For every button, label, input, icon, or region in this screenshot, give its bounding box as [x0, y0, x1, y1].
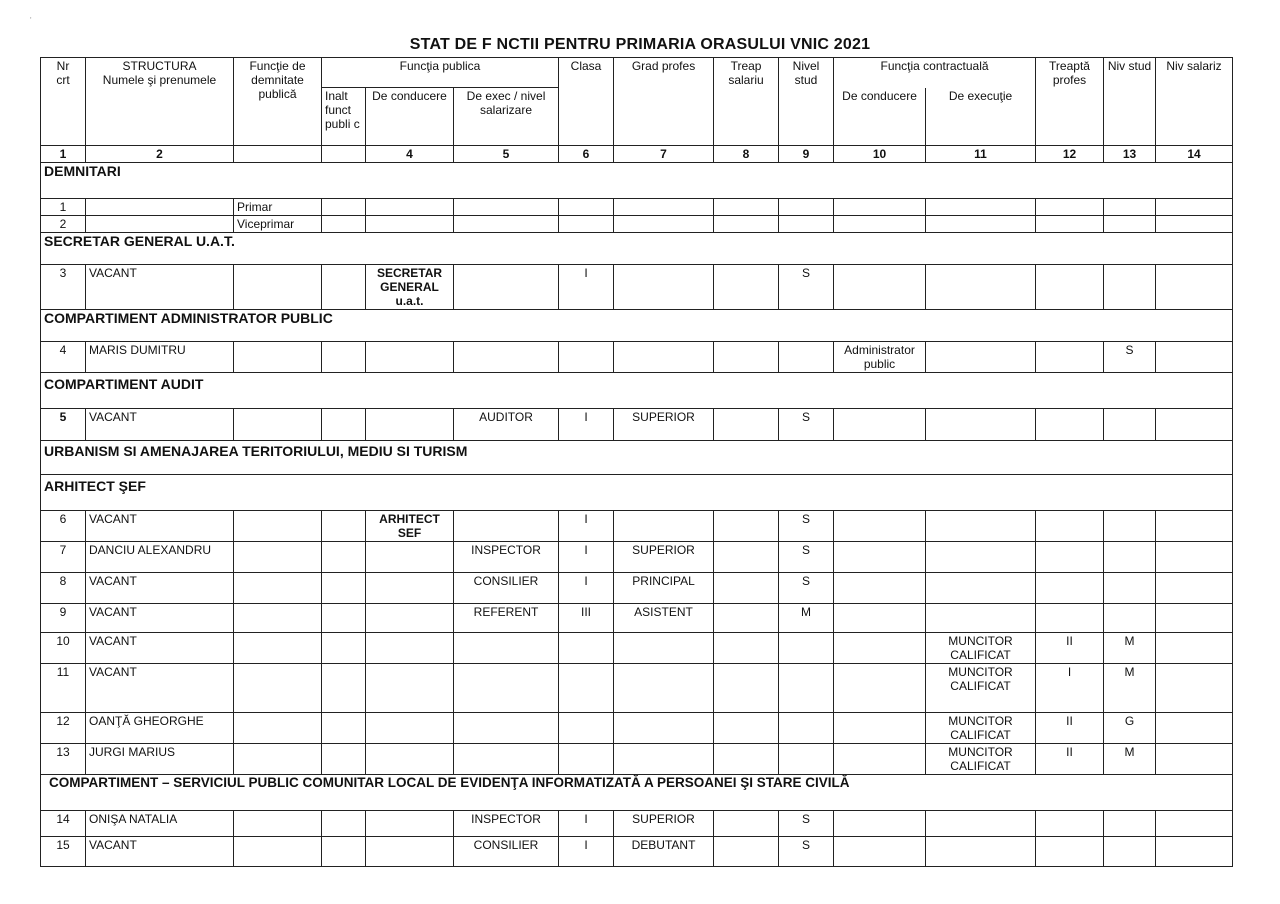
section-evidenta: COMPARTIMENT – SERVICIUL PUBLIC COMUNITAR LOCAL DE EVIDENŢA INFORMATIZATĂ A PERSOANEI ŞI STARE CIVILĂ [41, 775, 1233, 811]
cell-contr-executie: MUNCITOR CALIFICAT [926, 633, 1036, 664]
cell-empty [1156, 811, 1233, 837]
cell-empty [234, 811, 322, 837]
cell-empty [779, 664, 834, 713]
cell-conducere: SECRETAR GENERAL u.a.t. [366, 265, 454, 310]
cell-empty [322, 342, 366, 373]
hdr-functia-contractuala: Funcţia contractuală [834, 58, 1036, 88]
cell-empty [834, 744, 926, 775]
section-arhitect: ARHITECT ŞEF [41, 475, 1233, 511]
col-num: 4 [366, 146, 454, 163]
cell-empty [834, 542, 926, 573]
header-row [41, 58, 1233, 88]
hdr-niv-stud: Niv stud [1104, 58, 1156, 146]
column-numbers-row [41, 146, 1233, 163]
cell-empty [234, 542, 322, 573]
cell-nr: 11 [41, 664, 86, 713]
table-row [41, 633, 1233, 664]
table-row [41, 811, 1233, 837]
table-row [41, 265, 1233, 310]
cell-niv-stud: M [1104, 744, 1156, 775]
cell-nr: 8 [41, 573, 86, 604]
cell-contr-executie: MUNCITOR CALIFICAT [926, 664, 1036, 713]
cell-empty [714, 744, 779, 775]
cell-empty [366, 713, 454, 744]
cell-name: VACANT [86, 511, 234, 542]
col-num: 10 [834, 146, 926, 163]
cell-empty [234, 744, 322, 775]
cell-empty [454, 511, 559, 542]
cell-empty [614, 511, 714, 542]
cell-empty [926, 811, 1036, 837]
cell-empty [322, 199, 366, 216]
cell-empty [234, 664, 322, 713]
section-row [41, 475, 1233, 511]
cell-empty [714, 216, 779, 233]
cell-empty [559, 664, 614, 713]
cell-empty [714, 811, 779, 837]
cell-grad: SUPERIOR [614, 542, 714, 573]
cell-clasa: I [559, 511, 614, 542]
cell-empty [834, 216, 926, 233]
table-row [41, 604, 1233, 633]
cell-empty [1104, 811, 1156, 837]
cell-empty [322, 573, 366, 604]
table-row [41, 216, 1233, 233]
cell-empty [454, 342, 559, 373]
cell-empty [1156, 542, 1233, 573]
cell-empty [834, 604, 926, 633]
cell-empty [366, 542, 454, 573]
cell-name [86, 216, 234, 233]
cell-empty [1104, 837, 1156, 867]
cell-name: OANŢĂ GHEORGHE [86, 713, 234, 744]
hdr-de-exec: De exec / nivel salarizare [454, 88, 559, 146]
cell-empty [1036, 811, 1104, 837]
cell-empty [926, 604, 1036, 633]
cell-empty [714, 633, 779, 664]
hdr-treapta-profes: Treaptă profes [1036, 58, 1104, 146]
cell-stud: S [779, 265, 834, 310]
cell-empty [234, 633, 322, 664]
cell-empty [454, 664, 559, 713]
cell-clasa: III [559, 604, 614, 633]
col-num: 8 [714, 146, 779, 163]
cell-empty [714, 713, 779, 744]
table-row [41, 542, 1233, 573]
cell-stud: S [779, 573, 834, 604]
cell-empty [1156, 199, 1233, 216]
cell-name: VACANT [86, 604, 234, 633]
cell-empty [234, 713, 322, 744]
cell-conducere: ARHITECT SEF [366, 511, 454, 542]
cell-empty [926, 542, 1036, 573]
hdr-de-conducere: De conducere [366, 88, 454, 146]
cell-empty [322, 265, 366, 310]
cell-empty [322, 216, 366, 233]
cell-clasa: I [559, 837, 614, 867]
cell-empty [926, 511, 1036, 542]
cell-empty [366, 342, 454, 373]
cell-empty [454, 199, 559, 216]
cell-name: JURGI MARIUS [86, 744, 234, 775]
cell-empty [559, 633, 614, 664]
cell-stud: S [779, 811, 834, 837]
cell-empty [559, 744, 614, 775]
cell-treapta: I [1036, 664, 1104, 713]
cell-empty [1104, 216, 1156, 233]
cell-empty [559, 216, 614, 233]
cell-empty [834, 573, 926, 604]
cell-executie: REFERENT [454, 604, 559, 633]
cell-empty [614, 633, 714, 664]
cell-nr: 14 [41, 811, 86, 837]
cell-demnitate: Primar [234, 199, 322, 216]
section-administrator: COMPARTIMENT ADMINISTRATOR PUBLIC [41, 310, 1233, 342]
cell-empty [234, 342, 322, 373]
cell-empty [234, 573, 322, 604]
table-row [41, 199, 1233, 216]
cell-empty [1156, 511, 1233, 542]
cell-empty [926, 216, 1036, 233]
cell-grad: SUPERIOR [614, 409, 714, 441]
cell-empty [1036, 604, 1104, 633]
cell-empty [1156, 744, 1233, 775]
hdr-nr [41, 58, 86, 146]
section-secretar: SECRETAR GENERAL U.A.T. [41, 233, 1233, 265]
cell-empty [366, 199, 454, 216]
cell-empty [1104, 573, 1156, 604]
cell-empty [1036, 409, 1104, 441]
cell-empty [366, 744, 454, 775]
cell-empty [234, 409, 322, 441]
cell-empty [779, 216, 834, 233]
col-num: 2 [86, 146, 234, 163]
section-row [41, 441, 1233, 475]
hdr-functie-demnitate: Funcţie de demnitate publică [234, 58, 322, 146]
cell-empty [834, 199, 926, 216]
col-num: 9 [779, 146, 834, 163]
cell-empty [1156, 604, 1233, 633]
cell-clasa: I [559, 265, 614, 310]
cell-name [86, 199, 234, 216]
table-row [41, 409, 1233, 441]
cell-empty [926, 573, 1036, 604]
cell-empty [1104, 511, 1156, 542]
cell-grad: SUPERIOR [614, 811, 714, 837]
document-title: STAT DE F NCTII PENTRU PRIMARIA ORASULUI VNIC 2021 [409, 36, 871, 53]
cell-empty [614, 216, 714, 233]
cell-empty [1036, 265, 1104, 310]
table-row [41, 837, 1233, 867]
cell-empty [779, 744, 834, 775]
cell-empty [322, 409, 366, 441]
cell-niv-stud: M [1104, 633, 1156, 664]
cell-executie: AUDITOR [454, 409, 559, 441]
cell-empty [714, 573, 779, 604]
col-num [322, 146, 366, 163]
cell-empty [614, 713, 714, 744]
cell-empty [834, 713, 926, 744]
cell-stud: S [779, 409, 834, 441]
cell-name: MARIS DUMITRU [86, 342, 234, 373]
hdr-structura [86, 58, 234, 146]
cell-clasa: I [559, 542, 614, 573]
cell-empty [559, 199, 614, 216]
cell-empty [834, 664, 926, 713]
cell-clasa: I [559, 811, 614, 837]
cell-executie: INSPECTOR [454, 811, 559, 837]
cell-empty [322, 713, 366, 744]
cell-empty [1156, 265, 1233, 310]
cell-empty [234, 604, 322, 633]
cell-empty [454, 744, 559, 775]
scan-speck: ' [30, 16, 32, 25]
section-urbanism: URBANISM SI AMENAJAREA TERITORIULUI, MEDIU SI TURISM [41, 441, 1233, 475]
cell-empty [454, 216, 559, 233]
cell-name: ONIŞA NATALIA [86, 811, 234, 837]
cell-contr-executie: MUNCITOR CALIFICAT [926, 713, 1036, 744]
cell-empty [366, 664, 454, 713]
cell-empty [1036, 216, 1104, 233]
section-row [41, 310, 1233, 342]
cell-empty [714, 199, 779, 216]
cell-grad: ASISTENT [614, 604, 714, 633]
cell-grad: PRINCIPAL [614, 573, 714, 604]
cell-name: VACANT [86, 837, 234, 867]
cell-empty [779, 713, 834, 744]
col-num: 7 [614, 146, 714, 163]
cell-empty [322, 542, 366, 573]
cell-empty [926, 265, 1036, 310]
cell-contr-executie: MUNCITOR CALIFICAT [926, 744, 1036, 775]
table-row [41, 713, 1233, 744]
cell-empty [454, 713, 559, 744]
cell-empty [322, 511, 366, 542]
cell-empty [234, 837, 322, 867]
col-num: 6 [559, 146, 614, 163]
hdr-contr-conducere: De conducere [834, 88, 926, 146]
cell-stud: S [779, 511, 834, 542]
cell-empty [1156, 573, 1233, 604]
cell-empty [1156, 633, 1233, 664]
hdr-structura-text: STRUCTURA [122, 59, 197, 73]
cell-empty [322, 811, 366, 837]
cell-empty [1104, 542, 1156, 573]
hdr-niv-salariz: Niv salariz [1156, 58, 1233, 146]
cell-empty [1104, 265, 1156, 310]
cell-empty [1036, 837, 1104, 867]
cell-empty [926, 837, 1036, 867]
cell-empty [926, 342, 1036, 373]
cell-empty [714, 542, 779, 573]
cell-executie: CONSILIER [454, 837, 559, 867]
section-row [41, 233, 1233, 265]
cell-empty [1036, 542, 1104, 573]
staff-table [40, 57, 1233, 867]
cell-empty [559, 342, 614, 373]
table-row [41, 664, 1233, 713]
cell-niv-stud: S [1104, 342, 1156, 373]
cell-executie: CONSILIER [454, 573, 559, 604]
cell-empty [366, 811, 454, 837]
table-row [41, 744, 1233, 775]
col-num [234, 146, 322, 163]
cell-empty [614, 664, 714, 713]
cell-empty [1104, 409, 1156, 441]
cell-empty [366, 633, 454, 664]
col-num: 13 [1104, 146, 1156, 163]
cell-empty [1156, 409, 1233, 441]
cell-empty [834, 837, 926, 867]
cell-empty [1156, 664, 1233, 713]
hdr-grad-profes: Grad profes [614, 58, 714, 146]
cell-empty [1036, 573, 1104, 604]
cell-empty [1156, 837, 1233, 867]
cell-demnitate: Viceprimar [234, 216, 322, 233]
cell-niv-stud: G [1104, 713, 1156, 744]
cell-empty [322, 837, 366, 867]
cell-name: VACANT [86, 573, 234, 604]
cell-niv-stud: M [1104, 664, 1156, 713]
cell-empty [779, 342, 834, 373]
section-row [41, 163, 1233, 199]
cell-empty [454, 265, 559, 310]
cell-empty [454, 633, 559, 664]
cell-empty [779, 199, 834, 216]
cell-empty [366, 216, 454, 233]
hdr-contr-executie: De execuţie [926, 88, 1036, 146]
cell-empty [834, 409, 926, 441]
cell-nr: 15 [41, 837, 86, 867]
hdr-nivel-stud: Nivel stud [779, 58, 834, 146]
cell-empty [366, 409, 454, 441]
cell-empty [1104, 604, 1156, 633]
cell-empty [366, 573, 454, 604]
col-num: 5 [454, 146, 559, 163]
cell-empty [614, 199, 714, 216]
cell-name: DANCIU ALEXANDRU [86, 542, 234, 573]
table-row [41, 511, 1233, 542]
cell-empty [926, 409, 1036, 441]
hdr-crt-text: crt [56, 73, 70, 87]
cell-empty [714, 664, 779, 713]
cell-nr: 13 [41, 744, 86, 775]
cell-name: VACANT [86, 664, 234, 713]
cell-empty [1036, 342, 1104, 373]
cell-empty [926, 199, 1036, 216]
section-demnitari: DEMNITARI [41, 163, 1233, 199]
cell-empty [714, 511, 779, 542]
cell-stud: S [779, 542, 834, 573]
cell-stud: S [779, 837, 834, 867]
cell-nr: 9 [41, 604, 86, 633]
hdr-functia-publica: Funcţia publica [322, 58, 559, 88]
cell-empty [322, 604, 366, 633]
cell-name: VACANT [86, 409, 234, 441]
cell-stud: M [779, 604, 834, 633]
cell-empty [322, 744, 366, 775]
cell-empty [614, 744, 714, 775]
cell-nr: 2 [41, 216, 86, 233]
cell-contr-conducere: Administrator public [834, 342, 926, 373]
hdr-clasa: Clasa [559, 58, 614, 146]
cell-nr: 5 [41, 409, 86, 441]
cell-empty [234, 265, 322, 310]
cell-empty [1104, 199, 1156, 216]
cell-empty [1156, 342, 1233, 373]
cell-nr: 1 [41, 199, 86, 216]
cell-treapta: II [1036, 713, 1104, 744]
cell-empty [322, 633, 366, 664]
cell-empty [366, 604, 454, 633]
section-row [41, 373, 1233, 409]
cell-empty [714, 342, 779, 373]
cell-nr: 3 [41, 265, 86, 310]
cell-executie: INSPECTOR [454, 542, 559, 573]
hdr-nr-text: Nr [56, 59, 70, 73]
cell-treapta: II [1036, 633, 1104, 664]
cell-nr: 6 [41, 511, 86, 542]
cell-name: VACANT [86, 265, 234, 310]
cell-nr: 10 [41, 633, 86, 664]
cell-empty [1156, 216, 1233, 233]
hdr-inalt: Inalt funct publi c [322, 88, 366, 146]
col-num: 12 [1036, 146, 1104, 163]
table-row [41, 573, 1233, 604]
hdr-treap-salariu: Treap salariu [714, 58, 779, 146]
col-num: 11 [926, 146, 1036, 163]
cell-empty [614, 265, 714, 310]
col-num: 14 [1156, 146, 1233, 163]
cell-empty [834, 265, 926, 310]
cell-empty [714, 409, 779, 441]
col-num: 1 [41, 146, 86, 163]
cell-empty [779, 633, 834, 664]
cell-treapta: II [1036, 744, 1104, 775]
cell-name: VACANT [86, 633, 234, 664]
cell-empty [714, 265, 779, 310]
cell-empty [366, 837, 454, 867]
cell-nr: 7 [41, 542, 86, 573]
cell-empty [1156, 713, 1233, 744]
section-row [41, 775, 1233, 811]
cell-empty [714, 837, 779, 867]
cell-empty [614, 342, 714, 373]
cell-empty [322, 664, 366, 713]
cell-nr: 4 [41, 342, 86, 373]
cell-clasa: I [559, 409, 614, 441]
cell-grad: DEBUTANT [614, 837, 714, 867]
cell-empty [834, 633, 926, 664]
table-row [41, 342, 1233, 373]
cell-empty [1036, 199, 1104, 216]
hdr-numele-text: Numele şi prenumele [102, 73, 217, 87]
section-audit: COMPARTIMENT AUDIT [41, 373, 1233, 409]
cell-nr: 12 [41, 713, 86, 744]
cell-empty [834, 511, 926, 542]
cell-empty [559, 713, 614, 744]
cell-clasa: I [559, 573, 614, 604]
cell-empty [234, 511, 322, 542]
cell-empty [714, 604, 779, 633]
cell-empty [834, 811, 926, 837]
cell-empty [1036, 511, 1104, 542]
